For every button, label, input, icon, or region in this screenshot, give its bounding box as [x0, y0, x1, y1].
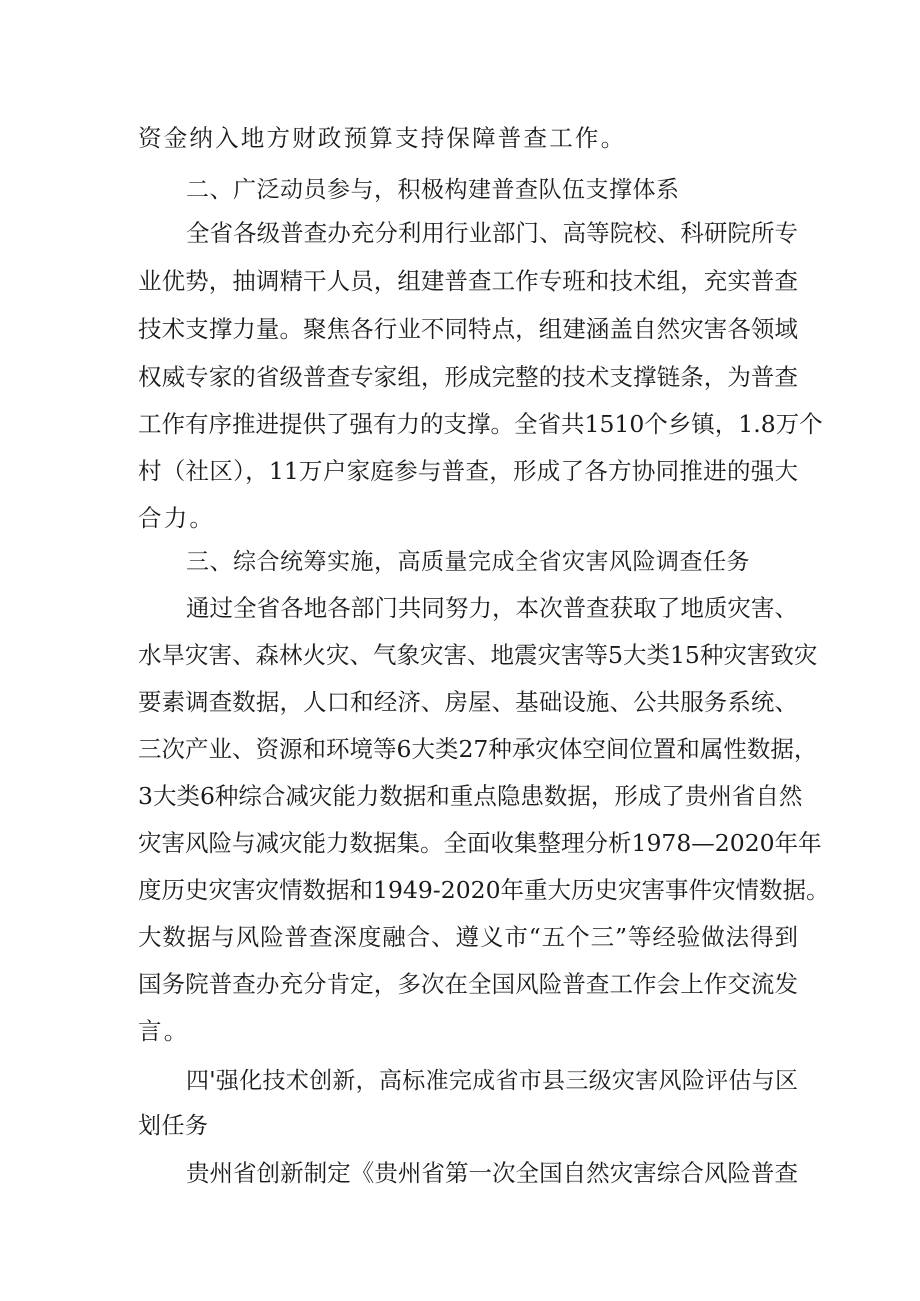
section-heading-3: 三、综合统筹实施，高质量完成全省灾害风险调查任务	[186, 549, 750, 575]
body-line: 通过全省各地各部门共同努力，本次普查获取了地质灾害、	[186, 594, 798, 622]
body-line: 权威专家的省级普查专家组，形成完整的技术支撑链条，为普查	[138, 363, 798, 391]
body-line: 资金纳入地方财政预算支持保障普查工作。	[138, 124, 627, 152]
body-line: 村（社区），11万户家庭参与普查，形成了各方协同推进的强大	[138, 457, 798, 485]
body-line: 大数据与风险普查深度融合、遵义市“五个三”等经验做法得到	[138, 923, 798, 951]
body-line: 3大类6种综合减灾能力数据和重点隐患数据，形成了贵州省自然	[138, 782, 803, 810]
body-line: 国务院普查办充分肯定，多次在全国风险普查工作会上作交流发	[138, 970, 798, 998]
body-line: 贵州省创新制定《贵州省第一次全国自然灾害综合风险普查	[186, 1159, 798, 1187]
body-line: 合力。	[138, 504, 216, 532]
section-heading-2: 二、广泛动员参与，积极构建普查队伍支撑体系	[186, 177, 680, 203]
body-line: 工作有序推进提供了强有力的支撑。全省共1510个乡镇，1.8万个	[138, 410, 823, 438]
body-line: 水旱灾害、森林火灾、气象灾害、地震灾害等5大类15种灾害致灾	[138, 641, 818, 669]
body-line: 言。	[138, 1017, 190, 1045]
body-line: 度历史灾害灾情数据和1949-2020年重大历史灾害事件灾情数据。	[138, 876, 830, 904]
body-line: 三次产业、资源和环境等6大类27种承灾体空间位置和属性数据，	[138, 735, 818, 763]
body-line: 灾害风险与减灾能力数据集。全面收集整理分析1978—2020年年	[138, 829, 822, 857]
body-line: 要素调查数据，人口和经济、房屋、基础设施、公共服务系统、	[138, 688, 798, 716]
section-heading-4: 四'强化技术创新，高标准完成省市县三级灾害风险评估与区	[186, 1068, 798, 1094]
body-line: 技术支撑力量。聚焦各行业不同特点，组建涵盖自然灾害各领域	[138, 315, 798, 343]
section-heading-4-continued: 划任务	[138, 1113, 209, 1139]
body-line: 业优势，抽调精干人员，组建普查工作专班和技术组，充实普查	[138, 267, 798, 295]
body-line: 全省各级普查办充分利用行业部门、高等院校、科研院所专	[186, 219, 798, 247]
